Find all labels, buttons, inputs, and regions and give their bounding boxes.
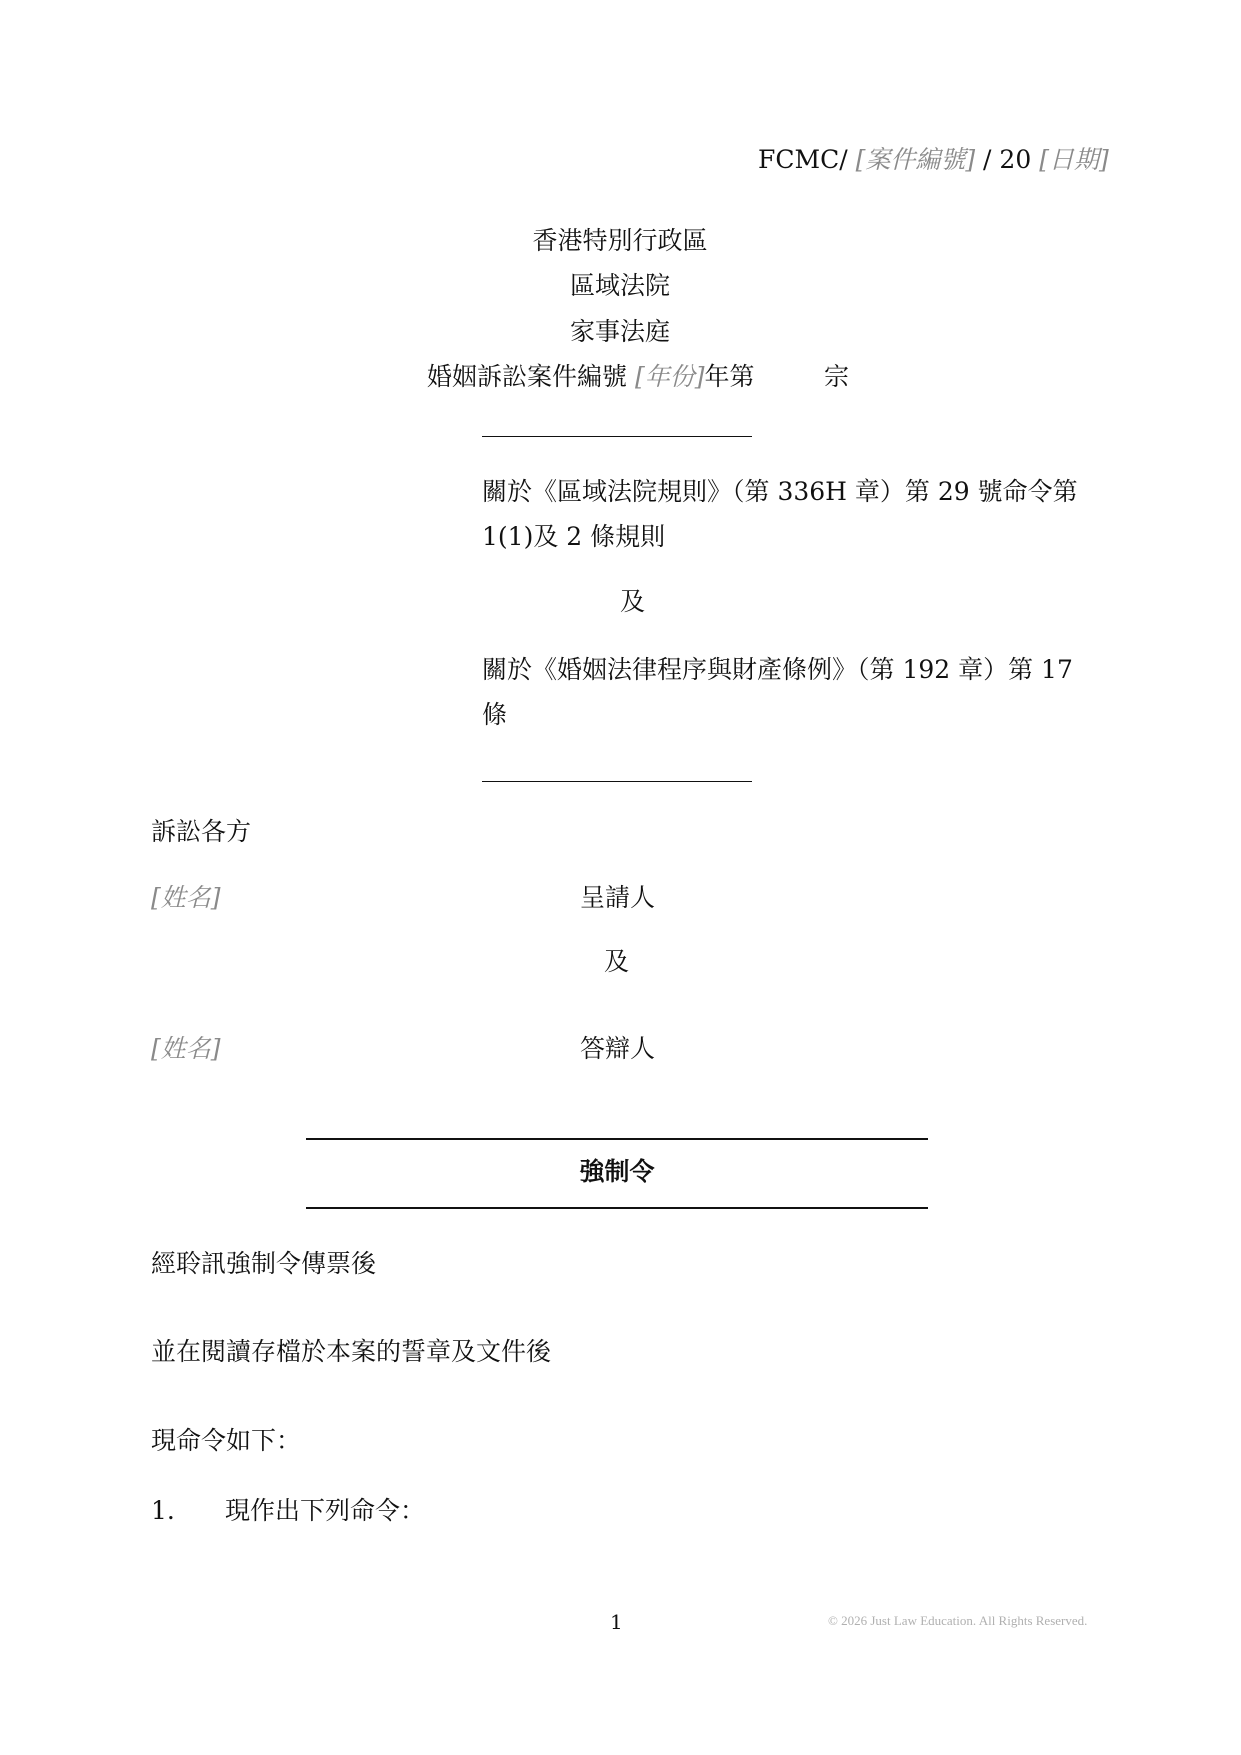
title-rule-bottom xyxy=(306,1207,928,1209)
court-name: 區域法院 xyxy=(569,271,670,300)
page-number: 1 xyxy=(610,1610,623,1634)
item-text: 現作出下列命令： xyxy=(225,1496,426,1525)
court-division: 家事法庭 xyxy=(569,317,670,346)
divider-rule-2 xyxy=(482,781,752,782)
parties-heading: 訴訟各方 xyxy=(151,817,252,846)
recital-hearing: 經聆訊強制令傳票後 xyxy=(151,1249,377,1278)
case-ref-prefix: FCMC/ xyxy=(758,145,848,174)
case-number-placeholder: [案件編號] xyxy=(855,145,976,174)
case-line-mid: 年第 xyxy=(704,362,755,391)
rule-reference-line2: 1(1)及 2 條規則 xyxy=(482,522,666,551)
ordinance-reference-line2: 條 xyxy=(482,700,508,729)
item-number: 1. xyxy=(151,1496,175,1525)
respondent-name-placeholder: [姓名] xyxy=(151,1034,221,1063)
petitioner-name-placeholder: [姓名] xyxy=(151,883,221,912)
case-ref-separator: / 20 xyxy=(983,145,1032,174)
court-region: 香港特別行政區 xyxy=(532,226,708,255)
ordinance-reference-line1: 關於《婚姻法律程序與財產條例》（第 192 章）第 17 xyxy=(482,655,1073,684)
respondent-role: 答辯人 xyxy=(580,1034,656,1063)
title-rule-top xyxy=(306,1138,928,1140)
case-line-prefix: 婚姻訴訟案件編號 xyxy=(427,362,628,391)
date-placeholder: [日期] xyxy=(1039,145,1109,174)
parties-and: 及 xyxy=(604,947,630,976)
case-line-suffix: 宗 xyxy=(824,362,850,391)
petitioner-role: 呈請人 xyxy=(580,883,656,912)
copyright-notice: © 2026 Just Law Education. All Rights Reserved. xyxy=(828,1613,1088,1628)
divider-rule-1 xyxy=(482,436,752,437)
rule-reference-line1: 關於《區域法院規則》（第 336H 章）第 29 號命令第 xyxy=(482,477,1078,506)
matter-and: 及 xyxy=(620,587,646,616)
case-reference xyxy=(758,144,1109,176)
case-number-line xyxy=(427,361,755,393)
year-placeholder: [年份] xyxy=(634,362,705,391)
recital-affidavits: 並在閱讀存檔於本案的誓章及文件後 xyxy=(151,1337,552,1366)
order-title: 強制令 xyxy=(579,1157,655,1186)
ordered-statement: 現命令如下： xyxy=(151,1426,302,1455)
